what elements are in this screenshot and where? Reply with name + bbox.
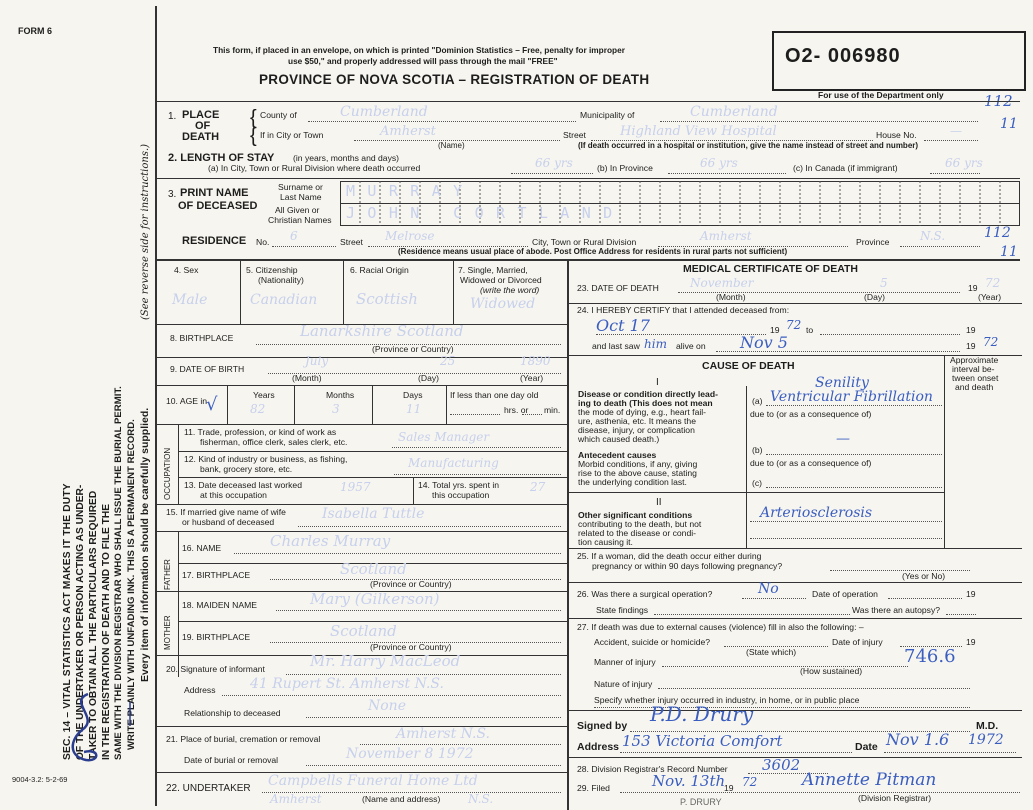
q23-month: November (690, 276, 754, 290)
birthplace-value: Lanarkshire Scotland (300, 322, 464, 340)
hospital-note: (If death occurred in a hospital or institution, give the name instead of street and number) (578, 141, 919, 150)
informant-address-label: Address (184, 685, 216, 695)
dob-year-caption: (Year) (520, 373, 544, 383)
informant-address-value: 41 Rupert St. Amherst N.S. (250, 676, 444, 692)
q13-label-1: 13. Date deceased last worked (184, 480, 302, 490)
q24-last-year: 72 (983, 335, 999, 349)
dob-day-caption: (Day) (418, 373, 440, 383)
q11-value: Sales Manager (398, 430, 490, 444)
birthplace-caption: (Province or Country) (372, 344, 454, 354)
act-line-5: SAME WITH THE DIVISION REGISTRAR WHO SHALL ISSUE THE BURIAL PERMIT. (113, 386, 124, 760)
q24-nineteen-3: 19 (966, 341, 976, 351)
dob-year: 1890 (520, 354, 551, 368)
q28-value: 3602 (762, 756, 801, 774)
injury-nineteen: 19 (966, 637, 976, 647)
q11-label-1: 11. Trade, profession, or kind of work as (184, 427, 337, 437)
surname-label-2: Last Name (280, 192, 322, 202)
line-b-label: (b) (752, 445, 763, 455)
reverse-note: (See reverse side for instructions.) (140, 143, 151, 320)
cause-a-1: Senility (815, 375, 869, 391)
relationship-label: Relationship to deceased (184, 708, 281, 718)
doctor-date-label: Date (855, 741, 878, 753)
q24-last-date: Nov 5 (740, 333, 788, 352)
notice-line-1: This form, if placed in an envelope, on which is printed "Dominion Statistics – Free, penalty for improper (213, 45, 625, 55)
state-which-caption: (State which) (746, 647, 797, 657)
racial-value: Scottish (356, 290, 418, 308)
city-value: Amherst (380, 124, 436, 139)
q17-caption: (Province or Country) (370, 579, 452, 589)
part-1-label: I (656, 377, 659, 388)
municipality-label: Municipality of (580, 110, 635, 120)
cause-heading: CAUSE OF DEATH (702, 360, 795, 372)
q16-value: Charles Murray (270, 532, 391, 550)
signed-by-value: P.D. Drury (650, 702, 754, 726)
residence-note: (Residence means usual place of abode. Post Office Address for residents in rural parts not sufficient) (398, 247, 788, 256)
other-value: Arteriosclerosis (760, 505, 873, 521)
q16-label: 16. NAME (182, 543, 222, 553)
q26-value: No (758, 581, 779, 597)
given-label-1: All Given or (275, 205, 320, 215)
surname-label-1: Surname or (278, 182, 323, 192)
margin-signature-mark (60, 690, 110, 770)
q24-last-label: and last saw (592, 341, 640, 351)
antecedent-label-1: Antecedent causes (578, 450, 657, 460)
notice-line-2: use $50," and properly addressed will pass through the mail "FREE" (288, 56, 558, 66)
q29-year: 72 (742, 775, 758, 789)
q20-value: Mr. Harry MacLeod (310, 652, 461, 670)
q29-label: 29. Filed (577, 783, 610, 793)
margin-tick-mark (124, 700, 136, 728)
q24-from-year: 72 (786, 318, 802, 332)
autopsy-label: Was there an autopsy? (852, 605, 941, 615)
md-label: M.D. (976, 720, 999, 732)
form-id: FORM 6 (18, 26, 53, 36)
approx-label-2: interval be- (952, 364, 995, 374)
county-label: County of (260, 110, 297, 120)
op-nineteen: 19 (966, 589, 976, 599)
age-days-value: 11 (406, 402, 422, 416)
q14-label-2: this occupation (432, 490, 490, 500)
q24-alive-label: alive on (676, 341, 706, 351)
registration-number: O2- 006980 (785, 45, 901, 67)
other-label-4: tion causing it. (578, 537, 633, 547)
age-label: 10. AGE in (166, 396, 208, 406)
name-address-caption: (Name and address) (362, 794, 441, 804)
age-less-label: If less than one day old (450, 390, 539, 400)
q21-label: 21. Place of burial, cremation or removal (166, 734, 321, 744)
line-c-label: (c) (752, 478, 763, 488)
q12-label-2: bank, grocery store, etc. (200, 464, 293, 474)
approx-label-4: and death (955, 382, 994, 392)
res-no-value: 6 (290, 229, 298, 243)
doctor-date-year: 1972 (968, 732, 1004, 748)
given-value: JOHN CORTLAND (346, 204, 625, 222)
q19-value: Scotland (330, 622, 397, 640)
q24-from: Oct 17 (596, 316, 650, 335)
code-value: 746.6 (904, 646, 956, 667)
marital-label-2: Widowed or Divorced (460, 275, 542, 285)
q13-label-2: at this occupation (200, 490, 267, 500)
act-line-4: IN THE REGISTRATION OF DEATH AND TO FILE THE (101, 503, 112, 760)
q24-him: him (644, 337, 667, 351)
specify-label: Specify whether injury occurred in industry, in home, or in public place (594, 695, 860, 705)
street-label: Street (563, 130, 586, 140)
q23-day: 5 (880, 276, 888, 290)
q29-date: Nov. 13th (652, 772, 726, 790)
q28-label: 28. Division Registrar's Record Number (577, 764, 728, 774)
q23-day-caption: (Day) (864, 292, 886, 302)
place-label-1: PLACE (182, 109, 220, 121)
due-to-b: due to (or as a consequence of) (750, 458, 872, 468)
residence-label: RESIDENCE (182, 235, 247, 247)
name-num: 3. (168, 189, 177, 200)
age-months-label: Months (326, 390, 355, 400)
q24-nineteen-2: 19 (966, 325, 976, 335)
house-value: — (950, 124, 962, 138)
place-label-2: OF (195, 120, 211, 132)
res-code-1: 112 (984, 225, 1011, 241)
q13-value: 1957 (340, 480, 371, 494)
q23-label: 23. DATE OF DEATH (577, 283, 659, 293)
marital-label-3: (write the word) (480, 285, 540, 295)
q25-label-1: 25. If a woman, did the death occur either during (577, 551, 762, 561)
due-to-a: due to (or as a consequence of) (750, 409, 872, 419)
act-line-3: TAKER TO OBTAIN ALL THE PARTICULARS REQUIRED (88, 490, 99, 760)
age-days-label: Days (403, 390, 423, 400)
sex-value: Male (172, 292, 208, 308)
res-province-label: Province (856, 237, 890, 247)
racial-label: 6. Racial Origin (350, 265, 409, 275)
antecedent-label-4: the underlying condition last. (578, 477, 687, 487)
disease-label-4: ure, asthenia, etc. It means the (578, 416, 696, 426)
line-a-label: (a) (752, 396, 763, 406)
state-findings-label: State findings (596, 605, 649, 615)
signed-by-label: Signed by (577, 720, 628, 732)
page-title: PROVINCE OF NOVA SCOTIA – REGISTRATION OF DEATH (259, 72, 650, 87)
age-min-label: min. (544, 405, 561, 415)
dob-day: 25 (440, 354, 456, 368)
q17-value: Scotland (340, 560, 407, 578)
father-side-label: FATHER (163, 559, 172, 590)
approx-label-3: tween onset (952, 373, 999, 383)
surname-value: MURRAY (346, 182, 475, 200)
stay-c-label: (c) In Canada (if immigrant) (793, 163, 898, 173)
q22-value-2: Amherst (270, 792, 322, 806)
how-sustained-caption: (How sustained) (800, 666, 863, 676)
marital-label-1: 7. Single, Married, (458, 265, 528, 275)
supply-note: Every item of information should be carefully supplied. (139, 407, 151, 682)
antecedent-label-3: rise to the above cause, stating (578, 468, 697, 478)
res-code-2: 11 (1000, 244, 1018, 260)
q23-month-caption: (Month) (716, 292, 746, 302)
stay-label: 2. LENGTH OF STAY (168, 152, 275, 164)
q12-value: Manufacturing (408, 456, 499, 470)
q22-value: Campbells Funeral Home Ltd (268, 773, 478, 789)
name-caption: (Name) (438, 141, 465, 150)
county-value: Cumberland (340, 104, 428, 120)
disease-label-1: Disease or condition directly lead- (578, 389, 718, 399)
res-city-label: City, Town or Rural Division (532, 237, 637, 247)
print-code: 9004-3.2: 5-2-69 (12, 775, 68, 784)
stay-c-value: 66 yrs (945, 156, 983, 170)
res-city-value: Amherst (700, 229, 752, 243)
street-value: Highland View Hospital (620, 124, 777, 139)
dept-code: 112 (984, 92, 1013, 110)
disease-label-2: ing to death (This does not mean (578, 398, 713, 408)
q23-year: 72 (985, 276, 1001, 290)
citizenship-label-2: (Nationality) (258, 275, 304, 285)
part-2-label: II (656, 497, 662, 508)
other-label-2: contributing to the death, but not (578, 519, 702, 529)
name-label-2: OF DECEASED (178, 200, 258, 212)
q18-value: Mary (Gilkerson) (310, 590, 440, 608)
yes-no-caption: (Yes or No) (902, 571, 946, 581)
q23-year-caption: (Year) (978, 292, 1002, 302)
disease-label-5: disease, injury, or complication (578, 425, 695, 435)
q24-nineteen-1: 19 (770, 325, 780, 335)
burial-date-label: Date of burial or removal (184, 755, 279, 765)
stay-b-label: (b) In Province (597, 163, 653, 173)
accident-label: Accident, suicide or homicide? (594, 637, 711, 647)
stay-b-value: 66 yrs (700, 156, 738, 170)
manner-label: Manner of injury (594, 657, 656, 667)
relationship-value: None (368, 698, 406, 714)
house-label: House No. (876, 130, 917, 140)
stay-sub: (in years, months and days) (293, 153, 400, 163)
mother-side-label: MOTHER (163, 615, 172, 650)
other-label-3: related to the disease or condi- (578, 528, 696, 538)
q18-label: 18. MAIDEN NAME (182, 600, 257, 610)
q17-label: 17. BIRTHPLACE (182, 570, 251, 580)
cause-a-2: Ventricular Fibrillation (770, 389, 933, 405)
q11-label-2: fisherman, office clerk, sales clerk, etc. (200, 437, 348, 447)
place-num: 1. (168, 111, 177, 122)
res-street-value: Melrose (385, 229, 435, 243)
q23-year-prefix: 19 (968, 283, 978, 293)
q21-value: Amherst N.S. (396, 726, 490, 742)
age-months-value: 3 (332, 402, 340, 416)
q19-caption: (Province or Country) (370, 642, 452, 652)
q22-value-3: N.S. (468, 792, 494, 806)
stay-a-value: 66 yrs (535, 156, 573, 170)
dob-month: July (305, 354, 329, 368)
printed-doctor-name: P. DRURY (680, 797, 722, 807)
dob-month-caption: (Month) (292, 373, 322, 383)
act-line-6: WRITE PLAINLY WITH UNFADING INK. THIS IS A PERMANENT RECORD. (126, 419, 137, 750)
act-line-1: SEC. 14 – VITAL STATISTICS ACT MAKES IT THE DUTY (62, 483, 73, 760)
res-province-value: N.S. (920, 229, 946, 243)
citizenship-value: Canadian (250, 292, 318, 308)
q24-to-label: to (806, 325, 814, 335)
approx-label-1: Approximate (950, 355, 999, 365)
citizenship-label-1: 5. Citizenship (246, 265, 298, 275)
birthplace-label: 8. BIRTHPLACE (170, 333, 234, 343)
q20-label: 20. Signature of informant (166, 664, 265, 674)
q19-label: 19. BIRTHPLACE (182, 632, 251, 642)
q15-label-1: 15. If married give name of wife (166, 507, 286, 517)
occupation-side-label: OCCUPATION (163, 447, 172, 500)
other-label-1: Other significant conditions (578, 510, 693, 520)
q12-label-1: 12. Kind of industry or business, as fishing, (184, 454, 348, 464)
doctor-address-value: 153 Victoria Comfort (622, 732, 783, 750)
q14-value: 27 (530, 480, 546, 494)
registrar-caption: (Division Registrar) (858, 793, 932, 803)
given-label-2: Christian Names (268, 215, 332, 225)
act-line-2: OF THE UNDERTAKER OR PERSON ACTING AS UNDER- (75, 484, 86, 760)
stay-a-label: (a) In City, Town or Rural Division where death occurred (208, 163, 421, 173)
q15-label-2: or husband of deceased (182, 517, 275, 527)
q15-value: Isabella Tuttle (322, 506, 425, 522)
dob-label: 9. DATE OF BIRTH (170, 364, 245, 374)
doctor-date-value: Nov 1.6 (886, 730, 950, 749)
municipality-value: Cumberland (690, 104, 778, 120)
q25-label-2: pregnancy or within 90 days following pregnancy? (592, 561, 783, 571)
res-no-label: No. (256, 237, 270, 247)
city-label: If in City or Town (260, 130, 324, 140)
burial-date-value: November 8 1972 (346, 746, 474, 762)
age-years-value: 82 (250, 402, 266, 416)
q27-label: 27. If death was due to external causes (violence) fill in also the following: – (577, 622, 864, 632)
nature-label: Nature of injury (594, 679, 653, 689)
disease-label-3: the mode of dying, e.g., heart fail- (578, 407, 707, 417)
age-hrs-label: hrs. or (504, 405, 529, 415)
res-street-label: Street (340, 237, 363, 247)
antecedent-label-2: Morbid conditions, if any, giving (578, 459, 698, 469)
q26-label: 26. Was there a surgical operation? (577, 589, 713, 599)
operation-date-label: Date of operation (812, 589, 878, 599)
q24-label: 24. I HEREBY CERTIFY that I attended deceased from: (577, 305, 790, 315)
place-label-3: DEATH (182, 131, 220, 143)
age-years-label: Years (253, 390, 275, 400)
doctor-address-label: Address (577, 741, 620, 753)
q14-label-1: 14. Total yrs. spent in (418, 480, 500, 490)
registrar-signature: Annette Pitman (802, 770, 937, 790)
disease-label-6: which caused death.) (578, 434, 660, 444)
injury-date-label: Date of injury (832, 637, 883, 647)
place-code-2: 11 (1000, 116, 1018, 132)
death-registration-form: FORM 6 SEC. 14 – VITAL STATISTICS ACT MAKES IT THE DUTY OF THE UNDERTAKER OR PERSON ACTING AS UNDER- TAKER TO OBTAIN ALL THE PARTICULARS REQUIRED IN THE REGISTRATION OF DEATH AND TO FILE THE SAME WITH THE DIVISION REGISTRAR WHO SHALL ISSUE THE BURIAL PERMIT. WRITE PLAINLY WITH UNFADING INK. THIS IS A PERMANENT RECORD. Every item of information should be carefully supplied. (See reverse side for instructions.) 9004-3.2: 5-2-69 This form, if placed in an envelope, on which is printed "Dominion Statistics – Free, penalty for improper use $50," and properly addressed will pass through the mail "FREE" PROVINCE OF NOVA SCOTIA – REGISTRATION OF DEATH O2- 006980 For use of the Department only 112 1. PLACE OF DEATH { { County of Cumberland Municipality of Cumberland If in City or Town Amherst Street Highland View Hospital House No. — (Name) (If death occurred in a hospital or institution, give the name instead of street and number) 11 2. LENGTH OF STAY (in years, months and days) (a) In City, Town or Rural Division where death occurred 66 yrs (b) In Province 66 yrs (c) In Canada (if immigrant) 66 yrs 3. PRINT NAME OF DECEASED Surname or Last Name All Given or Christian Names MURRAY JOHN CORTLAND RESIDENCE No. 6 Street Melrose City, Town or Rural Division Amherst Province N.S. 112 11 (Residence means usual place of abode. Post Office Address for residents in rural parts not sufficient) 4. Sex Male 5. Citizenship (Nationality) Canadian 6. Racial Origin Scottish 7. Single, Married, Widowed or Divorced (write the word) Widowed 8. BIRTHPLACE Lanarkshire Scotland (Province or Country) 9. DATE OF BIRTH July 25 1890 (Month) (Day) (Year) 10. AGE in √ Years Months Days If less than one day old 82 3 11 hrs. or min. OCCUPATION 11. Trade, profession, or kind of work as fisherman, office clerk, sales clerk, etc. Sales Manager 12. Kind of industry or business, as fishing, bank, grocery store, etc. Manufacturing 13. Date deceased last worked at this occupation 1957 14. Total yrs. spent in this occupation 27 15. If married give name of wife or husband of deceased Isabella Tuttle FATHER 16. NAME Charles Murray 17. BIRTHPLACE Scotland (Province or Country) MOTHER 18. MAIDEN NAME Mary (Gilkerson) 19. BIRTHPLACE Scotland (Province or Country) 20. Signature of informant Mr. Harry MacLeod Address 41 Rupert St. Amherst N.S. Relationship to deceased None 21. Place of burial, cremation or removal Amherst N.S. Date of burial or removal November 8 1972 22. UNDERTAKER Campbells Funeral Home Ltd Amherst (Name and address) N.S. MEDICAL CERTIFICATE OF DEATH 23. DATE OF DEATH November 5 19 72 (Month) (Day) (Year) 24. I HEREBY CERTIFY that I attended deceased from: Oct 17 19 72 to 19 and last saw him alive on Nov 5 19 72 CAUSE OF DEATH Approximate interval be- tween onset and death I Disease or condition directly lead- ing to death (This does not mean the mode of dying, e.g., heart fail- ure, asthenia, etc. It means the disease, injury, or complication which caused death.) (a) Senility Ventricular Fibrillation due to (or as a consequence of) — (b) Antecedent causes Morbid conditions, if any, giving rise to the above cause, stating the underlying condition last. due to (or as a consequence of) (c) II Other significant conditions contributing to the death, but not related to the disease or condi- tion causing it. Arteriosclerosis 25. If a woman, did the death occur either during pregnancy or within 90 days following pregnancy? (Yes or No) 26. Was there a surgical operation? No Date of operation 19 State findings Was there an autopsy? 27. If death was due to external causes (violence) fill in also the following: – Accident, suicide or homicide? Date of injury 19 (State which) Manner of injury 746.6 (How sustained) Nature of injury Specify whether injury occurred in industry, in home, or in public place Signed by P.D. Drury M.D. Address 153 Victoria Comfort Date Nov 1.6 1972 28. Division Registrar's Record Number 3602 29. Filed Nov. 13th 19 72 Annette Pitman (Division Registrar) P. DRURY (0, 0, 1033, 810)
sex-label: 4. Sex (174, 265, 199, 275)
dept-use-label: For use of the Department only (818, 90, 944, 100)
name-label-1: PRINT NAME (180, 187, 249, 199)
medical-heading: MEDICAL CERTIFICATE OF DEATH (683, 263, 858, 275)
q29-nineteen: 19 (724, 783, 734, 793)
marital-value: Widowed (470, 296, 536, 312)
age-checkmark: √ (206, 394, 218, 415)
q22-label: 22. UNDERTAKER (166, 783, 251, 794)
